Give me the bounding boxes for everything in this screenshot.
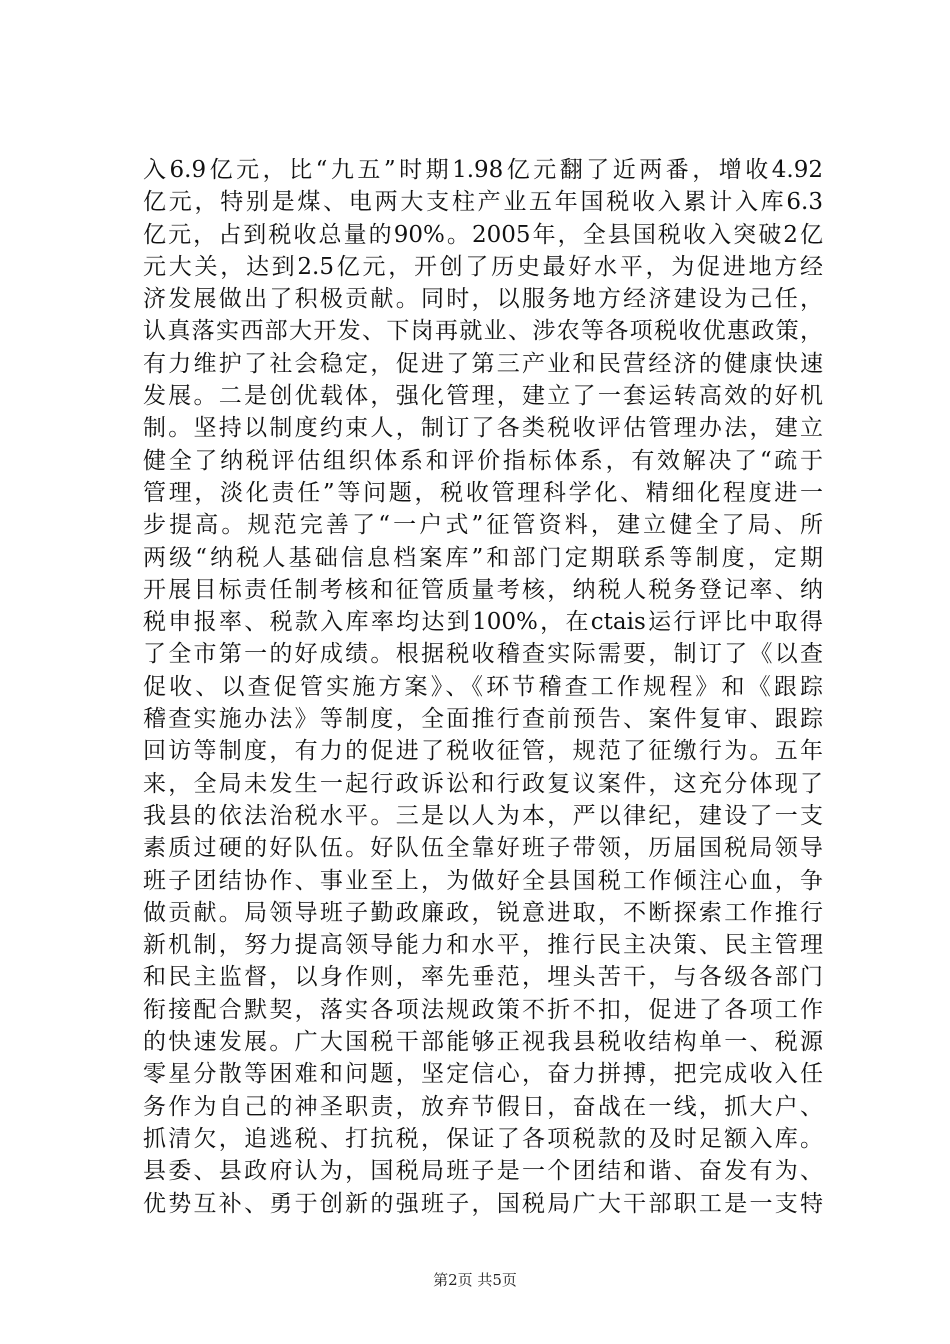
text-line: 两级“纳税人基础信息档案库”和部门定期联系等制度，定期 — [143, 544, 823, 571]
text-line: 素质过硬的好队伍。好队伍全靠好班子带领，历届国税局领导 — [143, 835, 823, 862]
text-line: 和民主监督，以身作则，率先垂范，埋头苦干，与各级各部门 — [143, 964, 823, 991]
text-line: 优势互补、勇于创新的强班子，国税局广大干部职工是一支特 — [143, 1190, 823, 1217]
text-line: 的快速发展。广大国税干部能够正视我县税收结构单一、税源 — [143, 1029, 823, 1056]
text-line: 制。坚持以制度约束人，制订了各类税收评估管理办法，建立 — [143, 415, 823, 442]
text-line: 元大关，达到2.5亿元，开创了历史最好水平，为促进地方经 — [143, 253, 823, 280]
text-line: 步提高。规范完善了“一户式”征管资料，建立健全了局、所 — [143, 512, 823, 539]
text-line: 管理，淡化责任”等问题，税收管理科学化、精细化程度进一 — [143, 479, 823, 506]
text-line: 抓清欠，追逃税、打抗税，保证了各项税款的及时足额入库。 — [143, 1125, 823, 1152]
text-line: 税申报率、税款入库率均达到100%，在ctais运行评比中取得 — [143, 609, 823, 636]
text-line: 做贡献。局领导班子勤政廉政，锐意进取，不断探索工作推行 — [143, 899, 823, 926]
text-line: 零星分散等困难和问题，坚定信心，奋力拼搏，把完成收入任 — [143, 1061, 823, 1088]
document-body — [143, 154, 823, 1220]
text-line: 亿元，占到税收总量的90%。2005年，全县国税收入突破2亿 — [143, 221, 823, 248]
text-line: 我县的依法治税水平。三是以人为本，严以律纪，建设了一支 — [143, 802, 823, 829]
text-line: 促收、以查促管实施方案》、《环节稽查工作规程》和《跟踪 — [143, 673, 823, 700]
text-line: 稽查实施办法》等制度，全面推行查前预告、案件复审、跟踪 — [143, 706, 823, 733]
text-line: 开展目标责任制考核和征管质量考核，纳税人税务登记率、纳 — [143, 576, 823, 603]
text-line: 务作为自己的神圣职责，放弃节假日，奋战在一线，抓大户、 — [143, 1093, 823, 1120]
text-line: 班子团结协作、事业至上，为做好全县国税工作倾注心血，争 — [143, 867, 823, 894]
text-line: 衔接配合默契，落实各项法规政策不折不扣，促进了各项工作 — [143, 996, 823, 1023]
text-line: 认真落实西部大开发、下岗再就业、涉农等各项税收优惠政策， — [143, 318, 823, 345]
text-line: 入6.9亿元，比“九五”时期1.98亿元翻了近两番，增收4.92 — [143, 157, 823, 183]
text-line: 县委、县政府认为，国税局班子是一个团结和谐、奋发有为、 — [143, 1158, 823, 1185]
text-line: 回访等制度，有力的促进了税收征管，规范了征缴行为。五年 — [143, 738, 823, 765]
text-line: 健全了纳税评估组织体系和评价指标体系，有效解决了“疏于 — [143, 447, 823, 474]
text-line: 新机制，努力提高领导能力和水平，推行民主决策、民主管理 — [143, 932, 823, 959]
text-line: 来，全局未发生一起行政诉讼和行政复议案件，这充分体现了 — [143, 770, 823, 797]
text-line: 亿元，特别是煤、电两大支柱产业五年国税收入累计入库6.3 — [143, 189, 823, 216]
page-number-footer: 第2页 共5页 — [433, 1271, 517, 1289]
text-line: 济发展做出了积极贡献。同时，以服务地方经济建设为己任， — [143, 286, 823, 313]
text-line: 有力维护了社会稳定，促进了第三产业和民营经济的健康快速 — [143, 350, 823, 377]
text-line: 发展。二是创优载体，强化管理，建立了一套运转高效的好机 — [143, 383, 823, 410]
text-line: 了全市第一的好成绩。根据税收稽查实际需要，制订了《以查 — [143, 641, 823, 668]
